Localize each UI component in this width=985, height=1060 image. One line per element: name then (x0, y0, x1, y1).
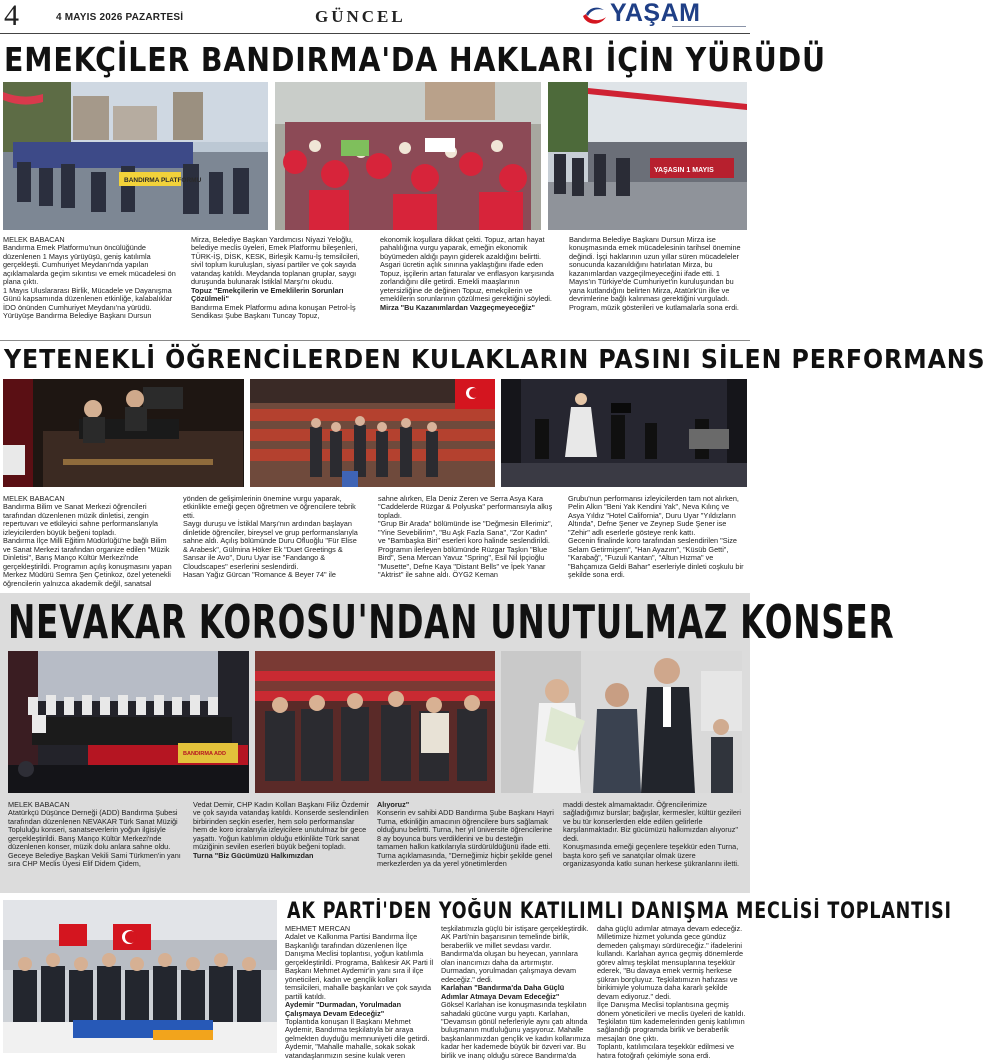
story4-paragraph: Göksel Karlahan ise konuşmasında teşkilatın sahadaki gücüne vurgu yaptı. Karlahan, "Devamsın gönül neferleriyle aynı çatı altında buluşmanın mutluluğunu yaşıyoruz. Mahalle başkanlarımızdan gençlik ve kadın kollarımıza kadar her kademede büyük bir özveri var. Bu birlik ve inanç olduğu sürece Bandırma'da (441, 1000, 591, 1060)
story2-paragraph: Hasan Yağız Gürcan "Romance & Beyer 74" ile (183, 570, 336, 580)
story2-headline: YETENEKLİ ÖĞRENCİLERDEN KULAKLARIN PASINI SİLEN PERFORMANS (4, 345, 985, 375)
issue-date: 4 MAYIS 2026 PAZARTESİ (56, 12, 184, 23)
crescent-star-icon (580, 3, 608, 27)
story2-paragraph: yönden de gelişimlerinin önemine vurgu yaparak, etkinlikte emeği geçen öğretmen ve öğrencilere tebrik etti. (183, 494, 356, 520)
mayday-banner: YAŞASIN 1 MAYIS (654, 167, 714, 174)
story2-column-2 (183, 495, 361, 591)
story1-paragraph: Bandırma Emek Platformu'nun öncülüğünde düzenlenen 1 Mayıs yürüyüşü, geniş katılımla gerçekleşti. Cumhuriyet Meydanı'nda yapılan açıklamalarda geçim sıkıntısı ve emek mücadelesi ön plana çıktı. (3, 243, 176, 287)
story3-column-4 (563, 801, 743, 891)
story3-subheading: Alıyoruz" (377, 800, 410, 809)
story2-paragraph: Bandırma İlçe Milli Eğitim Müdürlüğü'ne bağlı Bilim ve Sanat Merkezi tarafından organize edilen "Müzik Dinletisi", Barış Manço Kültür Merkezi'nde gerçekleştirildi. Programın açılış konuşmasını yapan Merkez Müdürü Semra Şen Çetinkoz, özel yetenekli öğrencilerin yalnızca akademik değil, sanatsal (3, 536, 172, 588)
newspaper-logo (580, 2, 746, 32)
story4-byline: MEHMET MERCAN (285, 924, 351, 933)
story1-paragraph: Program, müzik gösterileri ve kutlamalarla sona erdi. (569, 302, 739, 312)
story2-column-4 (568, 495, 746, 591)
march-banner: BANDIRMA PLATFORMU (124, 177, 202, 184)
story3-column-1 (8, 801, 184, 891)
story3-column-2 (193, 801, 370, 891)
story3-column-3 (377, 801, 555, 891)
story4-subheading: Karlahan "Bandırma'da Daha Güçlü Adımlar Atmaya Devam Edeceğiz" (441, 983, 565, 1001)
story1-subheading: Topuz "Emekçilerin ve Emeklilerin Sorunları Çözülmeli" (191, 285, 344, 304)
logo-wordmark: YAŞAM (610, 0, 701, 27)
story4-subheading: Aydemir "Durmadan, Yorulmadan Çalışmaya Devam Edeceğiz" (285, 1000, 402, 1018)
story2-paragraph: Programın ilerleyen bölümünde Rüzgar Taşkın "Blue Bird", Sena Mercan Yavuz "Spring", Esil Nil İpçioğlu "Musette", Defne Kaya "Distant Bells" ve İpek Yanar "Aktrist" ile sahne aldı. ÖYG2 Keman (378, 544, 548, 580)
story4-paragraph: Toplantıda konuşan İl Başkanı Mehmet Aydemir, Bandırma teşkilatıyla bir araya gelmekten duyduğu memnuniyeti dile getirdi. Aydemir, "Mahalle mahalle, sokak sokak vatandaşlarımızın sesine kulak veren (285, 1016, 430, 1060)
story3-paragraph: maddi destek almamaktadır. Öğrencilerimize sağladığımız burslar; bağışlar, kermesler, kültür gezileri ve bu tür konserlerden elde edilen gelirlerle karşılanmaktadır. Biz gücümüzü halkımızdan alıyoruz" dedi. (563, 800, 742, 843)
section-name: GÜNCEL (315, 7, 406, 26)
story1-paragraph: Bandırma Emek Platformu adına konuşan Petrol-İş Sendikası Şube Başkanı Tuncay Topuz, (191, 302, 356, 321)
story2-paragraph: Bandırma Bilim ve Sanat Merkezi öğrencileri tarafından düzenlenen müzik dinletisi, zengin repertuvarı ve etkileyici sahne performanslarıyla izleyicilerden büyük beğeni topladı. (3, 502, 158, 537)
story1-photo-crowd (275, 82, 541, 230)
story1-column-1 (3, 236, 183, 336)
story3-headline: NEVAKAR KOROSU'NDAN UNUTULMAZ KONSER (8, 595, 895, 649)
story2-paragraph: Gecenin finalinde koro tarafından seslendirilen "Size Selam Getirmişem", "Han Ayazım", "Küsüb Getti", "Karabağ", "Fuzuli Kantan", "Altun Hızma" ve "Bahçamıza Geldi Bahar" eserleriyle dinleti coşkulu bir şekilde sona erdi. (568, 536, 744, 580)
story3-paragraph: Geceye Belediye Başkan Vekili Sami Türkmen'in yanı sıra CHP Meclis Üyesi Elif Didem Çidem, (8, 850, 181, 869)
story1-headline: EMEKÇİLER BANDIRMA'DA HAKLARI İÇİN YÜRÜDÜ (4, 40, 826, 79)
story1-paragraph: Yürüyüşe Bandırma Belediye Başkanı Dursun (3, 311, 152, 321)
story4-paragraph: İlçe Danışma Meclisi toplantısına geçmiş dönem yöneticileri ve meclis üyeleri de katıldı. Teşkilatın tüm kademelerinden geniş katılımın sağlandığı programda birlik ve beraberlik mesajları öne çıktı. (597, 1000, 746, 1043)
story2-paragraph: Grubu'nun performansı izleyicilerden tam not alırken, Pelin Alkın "Beni Yak Kendini Yak", Neva Kılınç ve Asya Yıldız "Hotel California", Duru Uyar "Yıldızların Altında", Defne Şener ve Zeynep Sude Şener ise "Zehir" adlı eserlerle gösteye renk kattı. (568, 494, 739, 537)
story4-column-2 (441, 924, 591, 1060)
story2-photo-piano (3, 379, 244, 487)
story1-column-2 (191, 236, 372, 336)
story3-paragraph: Turna açıklamasında, "Derneğimiz hiçbir şekilde genel merkezlerden ya da yerel yönetimlerden (377, 850, 553, 869)
story2-photo-audience (250, 379, 495, 487)
masthead (0, 0, 750, 32)
masthead-rule (0, 33, 750, 34)
story1-photo-march (3, 82, 268, 230)
story2-column-3 (378, 495, 556, 591)
story1-photo-banner (548, 82, 747, 230)
story1-paragraph: Mirza, Belediye Başkan Yardımcısı Niyazi Yeloğlu, belediye meclis üyeleri, Emek Platformu bileşenleri, TÜRK-İŞ, DİSK, KESK, Birleşik Kamu-İş temsilcileri, sivil toplum kuruluşları, siyasi partiler ve çok sayıda vatandaş katıldı. Meydanda toplanan gruplar, saygı duruşunda bulunarak İstiklal Marşı'nı okudu. (191, 235, 360, 287)
section-divider (0, 340, 750, 341)
story3-paragraph: Konuşmasında emeği geçenlere teşekkür eden Turna, başta koro şefi ve sanatçılar olmak üzere organizasyonda katkı sunan herkese şükranlarını iletti. (563, 842, 740, 869)
story3-byline: MELEK BABACAN (8, 800, 70, 809)
story1-column-4 (569, 236, 747, 336)
page-number: 4 (4, 0, 19, 32)
story4-headline: AK PARTİ'DEN YOĞUN KATILIMLI DANIŞMA MECLİSİ TOPLANTISI (287, 899, 952, 924)
story3-paragraph: Atatürkçü Düşünce Derneği (ADD) Bandırma Şubesi tarafından düzenlenen NEVAKAR Türk Sanat Müziği Topluluğu konseri, sanatseverlerin yoğun ilgisiyle gerçekleştirildi. Barış Manço Kültür Merkezi'nde düzenlenen konser, müzik dolu anlara sahne oldu. (8, 808, 178, 852)
story2-paragraph: Saygı duruşu ve İstiklal Marşı'nın ardından başlayan dinletide öğrenciler, bireysel ve grup performanslarıyla sahne aldı. Açılış bölümünde Duru Ofluoğlu "Für Elise & Arabesk", Gülmina Höker Ek "Duet Greetings & Sansar ile Avo", Duru Uyar ise "Fandango & Cloudscapes" eserlerini seslendirdi. (183, 519, 358, 571)
story4-paragraph: Toplantı, katılımcılara teşekkür edilmesi ve hatıra fotoğrafı çekimiyle sona erdi. (597, 1042, 735, 1060)
story4-paragraph: Adalet ve Kalkınma Partisi Bandırma İlçe Başkanlığı tarafından düzenlenen İlçe Danışma Meclisi toplantısı, yoğun katılımla gerçekleştirildi. Programa, Balıkesir AK Parti İl Başkanı Mehmet Aydemir'in yanı sıra il ilçe yöneticileri, kadın ve gençlik kolları temsilcileri, mahalle başkanları ve çok sayıda partili katıldı. (285, 932, 434, 1001)
story4-column-3 (597, 924, 747, 1060)
story1-paragraph: 1 Mayıs Uluslararası Birlik, Mücadele ve Dayanışma Günü kapsamında düzenlenen etkinliğe, kalabalıklar İDO önünden Cumhuriyet Meydanı'na yürüdü. (3, 285, 173, 312)
story4-photo-meeting (3, 900, 277, 1053)
story2-column-1 (3, 495, 175, 591)
story3-photo-flowers (501, 651, 742, 793)
story3-paragraph: Konserin ev sahibi ADD Bandırma Şube Başkanı Hayri Turna, etkinliğin amacının öğrencilere burs sağlamak olduğunu belirtti. Turna, her yıl üniversite öğrencilerine 8 ay boyunca burs verdiklerini ve bu desteğin tamamen halkın katkılarıyla sürdürüldüğünü ifade etti. (377, 808, 554, 852)
story1-paragraph: ekonomik koşullara dikkat çekti. Topuz, artan hayat pahalılığına vurgu yaparak, emeğin ekonomik büyümeden aldığı payın giderek azaldığını belirtti. Asgari ücretin açlık sınırına yaklaştığını ifade eden Topuz, işçilerin artan faturalar ve enflasyon karşısında zorlandığını dile getirdi. Emekli maaşlarının yetersizliğine de değinen Topuz, emekçilerin ve emeklilerin sorunlarının çözülmesi gerektiğini söyledi. (380, 235, 554, 304)
story3-paragraph: Vedat Demir, CHP Kadın Kolları Başkanı Filiz Özdemir ve çok sayıda vatandaş katıldı. Konserde seslendirilen birbirinden seçkin eserler, hem solo performanslar hem de koro icralarıyla izleyicilere unutulmaz bir gece yaşattı. Yoğun katılımın olduğu etkinlikte Türk sanat müziğinin sevilen eserleri büyük beğeni topladı. (193, 800, 369, 852)
story1-subheading: Mirza "Bu Kazanımlardan Vazgeçmeyeceğiz" (380, 302, 535, 312)
logo-underline (672, 26, 746, 29)
story2-photo-stage (501, 379, 747, 487)
story2-byline: MELEK BABACAN (3, 494, 65, 503)
story1-byline: MELEK BABACAN (3, 235, 65, 244)
story2-paragraph: "Grup Bir Arada" bölümünde ise "Değmesin Ellerimiz", "Yine Sevebilirim", "Bu Aşk Fazla Sana", "Zor Kadın" ve "Bambaşka Biri" eserleri koro halinde seslendirildi. (378, 519, 553, 546)
story4-paragraph: daha güçlü adımlar atmaya devam edeceğiz. Milletimize hizmet yolunda gece gündüz demeden çalışmayı sürdüreceğiz." ifadelerini kullandı. Karlahan ayrıca geçmiş dönemlerde görev almış teşkilat mensuplarına teşekkür ederek, "Bu davaya emek vermiş herkese şükran borçluyuz. Teşkilatımızın hafızası ve birikimiyle yolumuza daha kararlı şekilde devam ediyoruz." dedi. (597, 924, 744, 1001)
story4-column-1 (285, 924, 435, 1060)
story3-photo-audience (255, 651, 495, 793)
story1-paragraph: Bandırma Belediye Başkanı Dursun Mirza ise konuşmasında emek mücadelesinin tarihsel önemine değindi. İşçi haklarının uzun yıllar süren mücadeleler sonucunda kazanıldığını hatırlatan Mirza, bu kazanımlardan vazgeçilmeyeceğini ifade etti. 1 Mayıs'ın Türkiye'de Cumhuriyet'in kuruluşundan bu yana kutlandığını belirten Mirza, Atatürk'ün ilke ve devrimlerine bağlı kalınması gerektiğini vurguladı. (569, 235, 741, 304)
story2-paragraph: sahne alırken, Ela Deniz Zeren ve Serra Asya Kara "Caddelerde Rüzgar & Polyuska" performansıyla alkış topladı. (378, 494, 553, 520)
story4-paragraph: teşkilatımızla güçlü bir istişare gerçekleştirdik. AK Parti'nin başarısının temelinde birlik, beraberlik ve millet sevdası vardır. Bandırma'da oluşan bu heyecan, yarınlara olan inancımızı daha da artırmıştır. Durmadan, yorulmadan çalışmaya devam edeceğiz." dedi. (441, 924, 589, 984)
story1-column-3 (380, 236, 561, 336)
story3-subheading: Turna "Biz Gücümüzü Halkımızdan (193, 850, 314, 860)
story3-photo-choir (8, 651, 249, 793)
stage-banner: BANDIRMA ADD (183, 751, 226, 757)
